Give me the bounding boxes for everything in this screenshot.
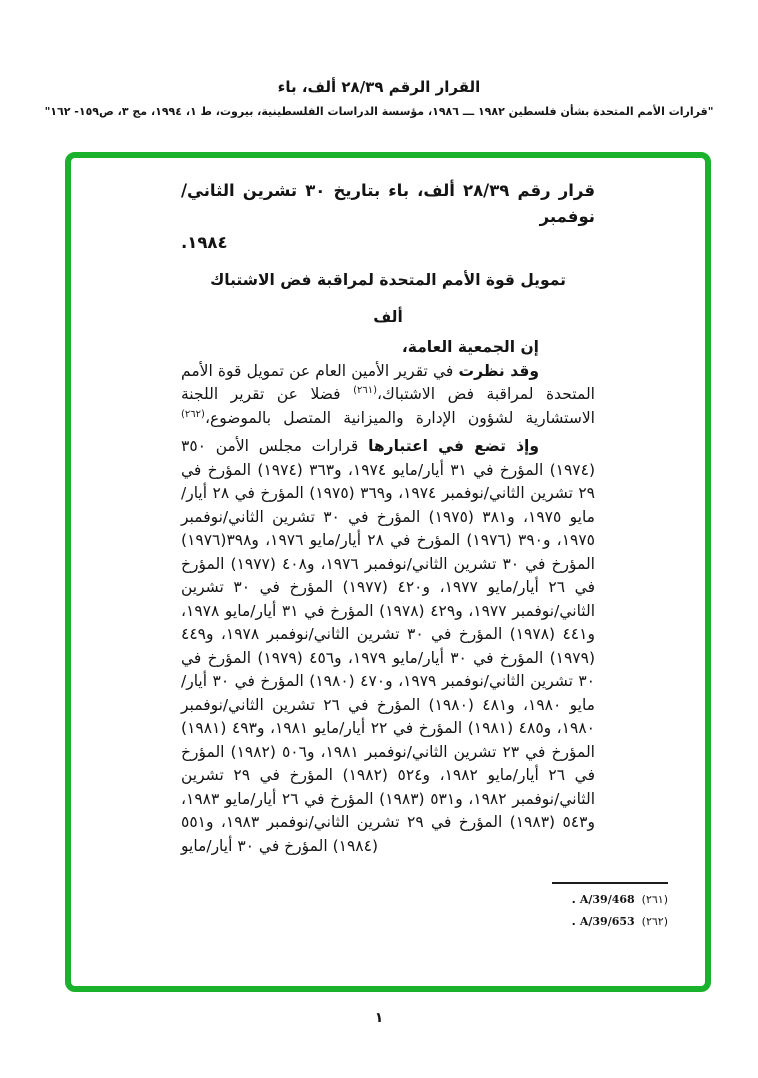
paragraph-body-text: قرارات مجلس الأمن ٣٥٠ (١٩٧٤) المؤرخ في ٣١ أيار/مايو ١٩٧٤، و٣٦٣ (١٩٧٤) المؤرخ في ٢٩ تشرين الثاني/نوفمبر ١٩٧٤، و٣٦٩ (١٩٧٥) المؤرخ في ٢٨ أيار/مايو ١٩٧٥، و٣٨١ (١٩٧٥) المؤرخ في ٣٠ تشرين الثاني/نوفمبر ١٩٧٥، و٣٩٠ (١٩٧٦) المؤرخ في ٢٨ أيار/مايو ١٩٧٦، و٣٩٨(١٩٧٦) المؤرخ في ٣٠ تشرين الثاني/نوفمبر ١٩٧٦، و٤٠٨ (١٩٧٧) المؤرخ في ٢٦ أيار/مايو ١٩٧٧، و٤٢٠ (١٩٧٧) المؤرخ في ٣٠ تشرين الثاني/نوفمبر ١٩٧٧، و٤٢٩ (١٩٧٨) المؤرخ في ٣١ أيار/مايو ١٩٧٨، و٤٤١ (١٩٧٨) المؤرخ في ٣٠ تشرين الثاني/نوفمبر ١٩٧٨، و٤٤٩ (١٩٧٩) المؤرخ في ٣٠ أيار/مايو ١٩٧٩، و٤٥٦ (١٩٧٩) المؤرخ في ٣٠ تشرين الثاني/نوفمبر ١٩٧٩، و٤٧٠ (١٩٨٠) المؤرخ في ٣٠ أيار/مايو ١٩٨٠، و٤٨١ (١٩٨٠) المؤرخ في ٢٦ تشرين الثاني/نوفمبر ١٩٨٠، و٤٨٥ (١٩٨١) المؤرخ في ٢٢ أيار/مايو ١٩٨١، و٤٩٣ (١٩٨١) المؤرخ في ٢٣ تشرين الثاني/نوفمبر ١٩٨١، و٥٠٦ (١٩٨٢) المؤرخ في ٢٦ أيار/مايو ١٩٨٢، و٥٢٤ (١٩٨٢) المؤرخ في ٢٩ تشرين الثاني/نوفمبر ١٩٨٢، و٥٣١ (١٩٨٣) المؤرخ في ٢٦ أيار/مايو ١٩٨٣، و٥٤٣ (١٩٨٣) المؤرخ في ٢٩ تشرين الثاني/نوفمبر ١٩٨٣، و٥٥١ (١٩٨٤) المؤرخ في ٣٠ أيار/مايو [181, 437, 595, 855]
footnote-period: . [571, 915, 576, 928]
resolution-subject-heading: تمويل قوة الأمم المتحدة لمراقبة فض الاشتباك [210, 271, 566, 289]
footnote-marker: (٢٦١) [641, 893, 668, 906]
footnote-doc-symbol: A/39/653 [579, 915, 635, 928]
paragraph-having-considered [181, 360, 595, 431]
footnote-ref-262: (٢٦٢) [181, 408, 205, 420]
resolution-title-line-2: ١٩٨٤. [181, 233, 228, 252]
header-source-citation: "قرارات الأمم المتحدة بشأن فلسطين ١٩٨٢ ـــ ١٩٨٦، مؤسسة الدراسات الفلسطينية، بيروت، ط ١، ١٩٩٤، مج ٣، ص١٥٩- ١٦٢" [44, 105, 714, 118]
paragraph-assembly-preamble: إن الجمعية العامة، [401, 338, 539, 356]
header-resolution-title: القرار الرقم ٢٨/٣٩ ألف، باء [277, 78, 481, 96]
paragraph-lead-in-bold: وإذ تضع في اعتبارها [368, 437, 540, 455]
paragraph-body-text: في تقرير الأمين العام عن تمويل قوة الأمم المتحدة لمراقبة فض الاشتباك، [181, 361, 595, 403]
paragraph-body-text: فضلا عن تقرير اللجنة الاستشارية لشؤون الإدارة والميزانية المتصل بالموضوع، [181, 385, 595, 427]
section-heading-alef: ألف [373, 308, 403, 326]
footnote-item [538, 911, 668, 933]
footnote-marker: (٢٦٢) [641, 915, 668, 928]
resolution-title-line-1: قرار رقم ٢٨/٣٩ ألف، باء بتاريخ ٣٠ تشرين الثاني/نوفمبر [181, 181, 595, 226]
footnote-doc-symbol: A/39/468 [579, 893, 635, 906]
page-number: ١ [374, 1010, 384, 1026]
footnote-separator-rule [552, 882, 668, 884]
footnote-item [538, 889, 668, 911]
paragraph-lead-in-bold: وقد نظرت [458, 361, 539, 380]
footnote-block [538, 882, 668, 933]
resolution-green-frame [65, 152, 711, 992]
footnote-ref-261: (٢٦١) [353, 385, 378, 396]
resolution-title [181, 178, 595, 256]
footnote-period: . [571, 893, 576, 906]
paragraph-bearing-in-mind [181, 435, 595, 858]
resolution-text-column [181, 178, 595, 858]
